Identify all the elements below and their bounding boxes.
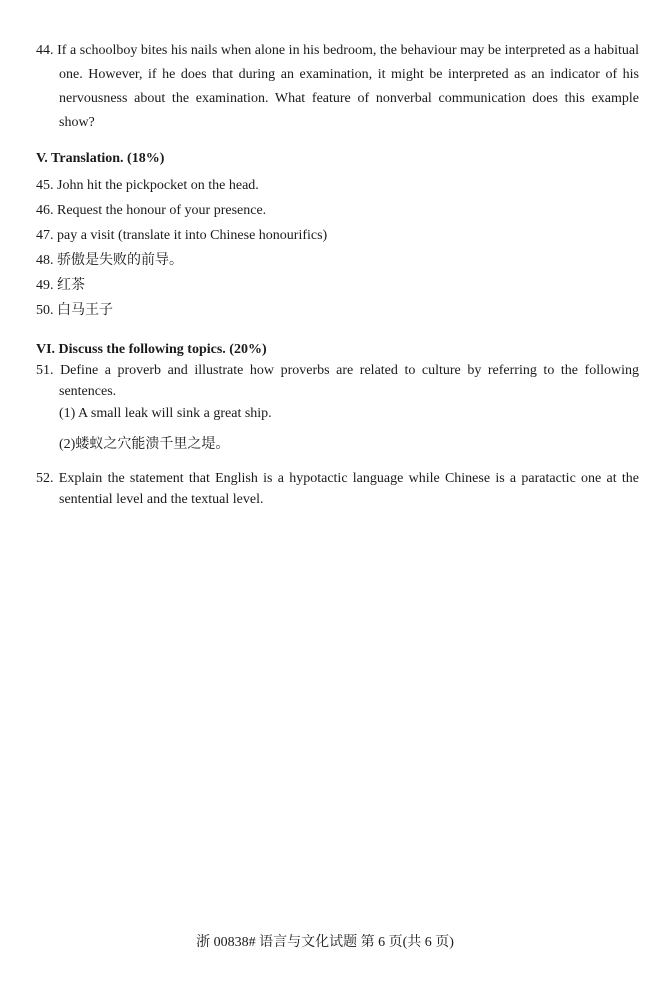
question-49: 49. 红茶 xyxy=(36,278,85,293)
question-48: 48. 骄傲是失败的前导。 xyxy=(36,253,183,268)
question-51-sentence-2: (2)蝼蚁之穴能溃千里之堤。 xyxy=(59,437,230,452)
question-46: 46. Request the honour of your presence. xyxy=(36,203,267,218)
question-52: 52. Explain the statement that English is a hypotactic language while Chinese is a paratactic one at the sentential level and the textual level. xyxy=(36,471,639,507)
question-51-sentence-1: (1) A small leak will sink a great ship. xyxy=(59,406,272,421)
section-6-heading: VI. Discuss the following topics. (20%) xyxy=(36,342,267,357)
question-51: 51. Define a proverb and illustrate how proverbs are related to culture by referring to the following sentences. xyxy=(36,363,639,399)
page-footer: 浙 00838# 语言与文化试题 第 6 页(共 6 页) xyxy=(196,935,454,950)
question-50: 50. 白马王子 xyxy=(36,303,113,318)
question-47: 47. pay a visit (translate it into Chinese honourifics) xyxy=(36,228,328,243)
question-45: 45. John hit the pickpocket on the head. xyxy=(36,178,259,193)
section-5-heading: V. Translation. (18%) xyxy=(36,151,165,166)
question-44: 44. If a schoolboy bites his nails when alone in his bedroom, the behaviour may be interpreted as a habitual one. However, if he does that during an examination, it might be interpreted as an indicator of his nervousness about the examination. What feature of nonverbal communication does this example show? xyxy=(36,43,639,130)
